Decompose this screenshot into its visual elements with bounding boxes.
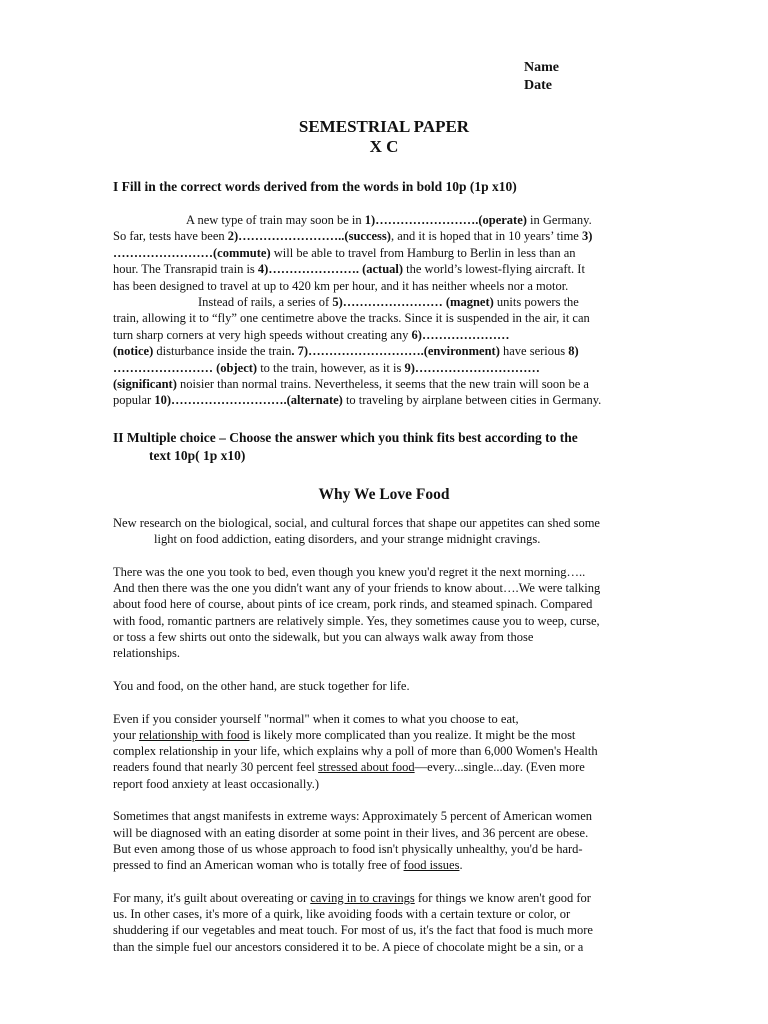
blank-10: 10)……………………….(alternate)	[154, 393, 343, 408]
fill-in-exercise	[113, 212, 658, 409]
paragraph: Even if you consider yourself "normal" when it comes to what you choose to eat, your relationship with food is likely more complicated than you realize. It might be the most complex relationship in your life, which explains why a poll of more than 6,000 Women's Health readers found that nearly 30 percent feel stressed about food—every...single...day. (Even more report food anxiety at least occasionally.)	[113, 711, 598, 791]
date-label: Date	[524, 78, 552, 93]
blank-6-word: (notice)	[113, 344, 154, 359]
caving-in-to-cravings-link[interactable]: caving in to cravings	[310, 890, 415, 905]
blank-9: 9)…………………………	[404, 360, 540, 375]
exercise-line: A new type of train may soon be in 1)…………………….(operate) in Germany.	[186, 213, 592, 227]
exercise-line: ……………………(commute) will be able to travel from Hamburg to Berlin in less than an	[113, 245, 576, 260]
paragraph: For many, it's guilt about overeating or caving in to cravings for things we know aren't good for us. In other cases, it's more of a quirk, like avoiding foods with a certain texture or color, or shuddering if our vegetables and meat touch. For most of us, it's the fact that food is much more than the simple fuel our ancestors considered it to be. A piece of chocolate might be a sin, or a	[113, 890, 593, 954]
paragraph: New research on the biological, social, and cultural forces that shape our appetites can shed some light on food addiction, eating disorders, and your strange midnight cravings.	[113, 516, 600, 547]
article-title: Why We Love Food	[318, 486, 450, 503]
article-body	[113, 515, 658, 971]
blank-4: 4)…………………. (actual)	[257, 262, 404, 277]
exercise-line: Instead of rails, a series of 5)…………………… (magnet) units powers the	[198, 295, 579, 310]
blank-5: 5)…………………… (magnet)	[332, 295, 494, 310]
title-line-2: X C	[369, 137, 399, 156]
exercise-line: (significant) noisier than normal trains. Nevertheless, it seems that the new train will soon be a	[113, 377, 589, 392]
exercise-line: train, allowing it to “fly” one centimetre above the tracks. Since it is suspended in the air, it can	[113, 311, 590, 326]
relationship-with-food-link[interactable]: relationship with food	[139, 727, 250, 742]
exercise-line: hour. The Transrapid train is 4)…………………. (actual) the world’s lowest-flying aircraft. It	[113, 262, 585, 277]
section-1-heading: I Fill in the correct words derived from the words in bold 10p (1p x10)	[113, 179, 517, 194]
exercise-line: …………………… (object) to the train, however, as it is 9)…………………………	[113, 360, 540, 375]
exercise-line: has been designed to travel at up to 420 km per hour, and it has neither wheels nor a motor.	[113, 278, 569, 293]
title-line-1: SEMESTRIAL PAPER	[298, 117, 470, 136]
blank-7: . 7)……………………….(environment)	[291, 344, 500, 359]
section-2-heading	[113, 429, 673, 465]
section-2-heading-line-1: II Multiple choice – Choose the answer which you think fits best according to the	[113, 430, 578, 445]
section-2-heading-line-2: text 10p( 1p x10)	[149, 448, 246, 463]
name-label: Name	[524, 60, 559, 75]
blank-2: 2)……………………..(success)	[227, 229, 391, 244]
blank-3: ……………………(commute)	[113, 245, 271, 260]
stressed-about-food-link[interactable]: stressed about food	[318, 760, 415, 775]
blank-8: …………………… (object)	[113, 360, 258, 375]
blank-3-number: 3)	[581, 229, 593, 244]
page-title	[0, 117, 768, 157]
blank-8-number: 8)	[568, 344, 579, 359]
paragraph: Sometimes that angst manifests in extreme ways: Approximately 5 percent of American women will be diagnosed with an eating disorder at some point in their lives, and 36 percent are obese. But even among those of us whose approach to food isn't physically unhealthy, you'd be hard- pressed to find an American woman who is totally free of food issues.	[113, 809, 593, 873]
blank-1: 1)…………………….(operate)	[364, 213, 527, 227]
blank-9-word: (significant)	[113, 377, 177, 392]
exercise-line: (notice) disturbance inside the train. 7)……………………….(environment) have serious 8)	[113, 344, 579, 359]
exercise-line: So far, tests have been 2)……………………..(success), and it is hoped that in 10 years’ time 3)	[113, 229, 593, 244]
paragraph: You and food, on the other hand, are stuck together for life.	[113, 678, 410, 693]
blank-6: 6)…………………	[411, 327, 510, 342]
exercise-line: popular 10)……………………….(alternate) to traveling by airplane between cities in Germany.	[113, 393, 602, 408]
name-date-block	[524, 59, 559, 95]
exercise-line: turn sharp corners at very high speeds without creating any 6)…………………	[113, 327, 510, 342]
paragraph: There was the one you took to bed, even though you knew you'd regret it the next morning….. And then there was the one you didn't want any of your friends to know about….We were talking about food here of course, about pints of ice cream, pork rinds, and steamed spinach. Compared with food, romantic partners are relatively simple. Yes, they sometimes cause you to weep, curse, or toss a few shirts out onto the sidewalk, but you can always walk away from those relationships.	[113, 564, 601, 661]
food-issues-link[interactable]: food issues	[403, 858, 460, 873]
